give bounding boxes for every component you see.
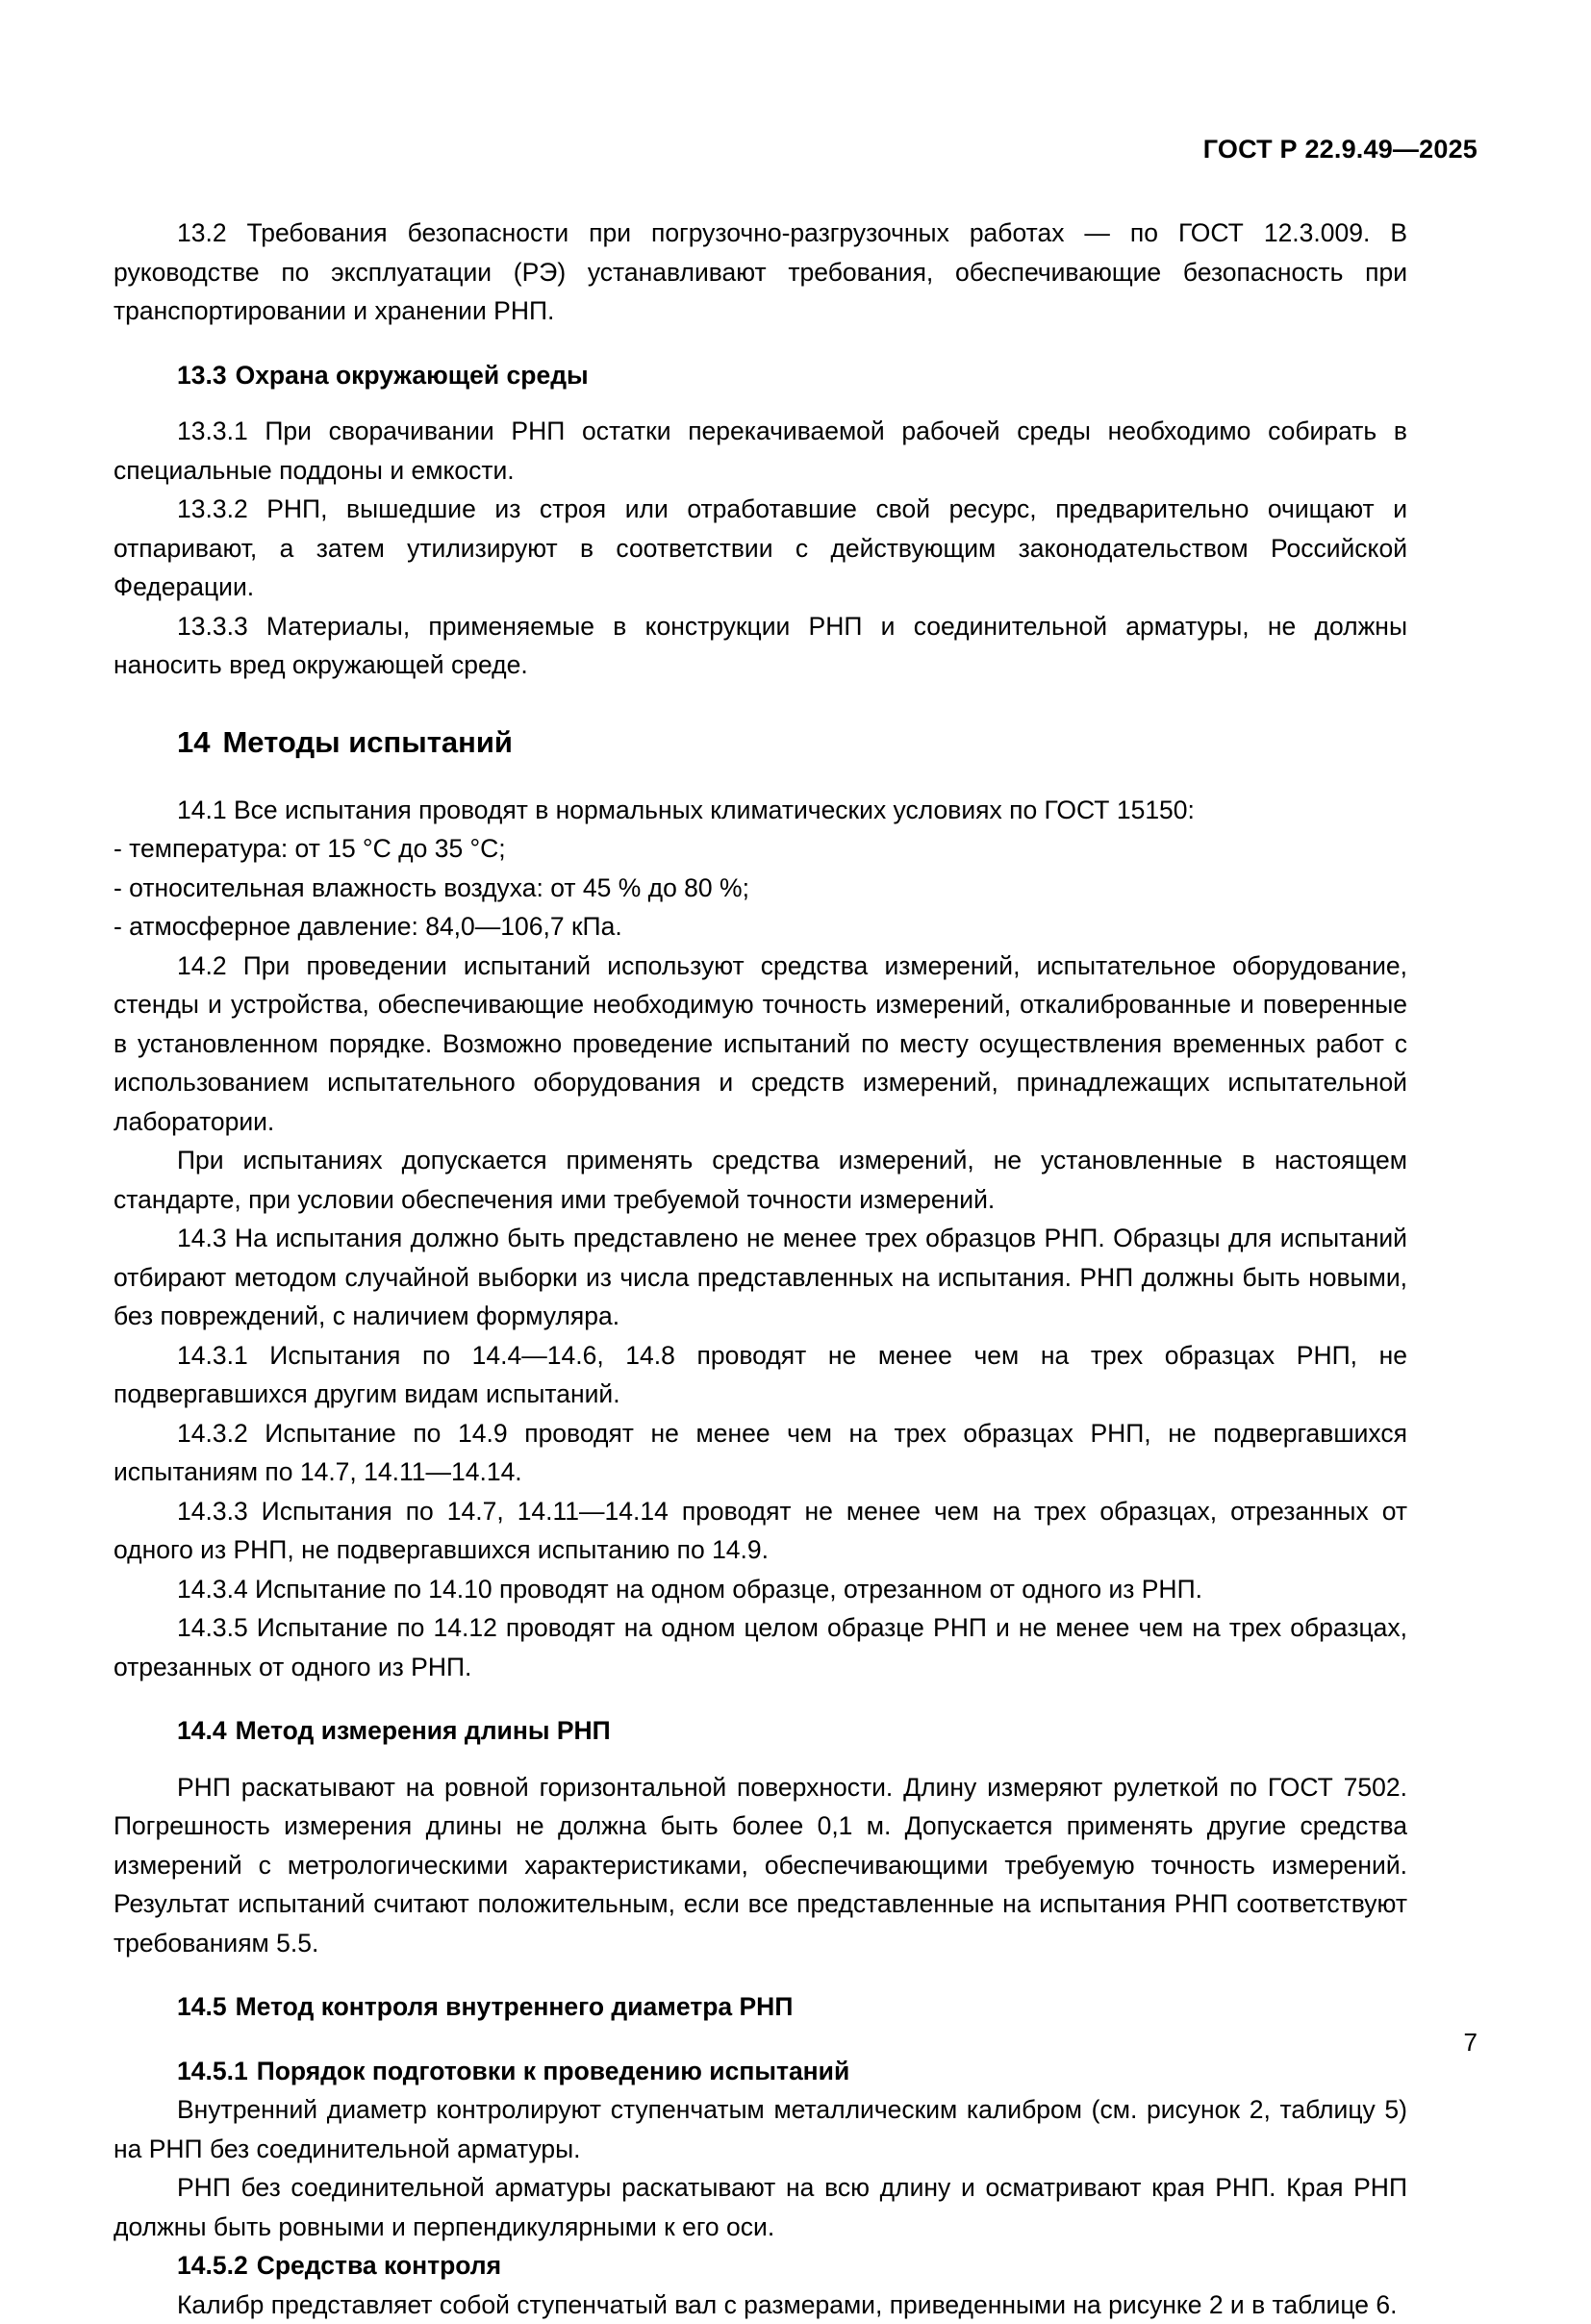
heading-13-3-number: 13.3 xyxy=(177,361,227,390)
paragraph-14-5-2: Калибр представляет собой ступенчатый вал с размерами, приведенными на рисунке 2 и в таблице 6. xyxy=(114,2286,1407,2324)
heading-14-5-2-number: 14.5.2 xyxy=(177,2251,248,2280)
page-number: 7 xyxy=(114,2030,1477,2055)
spacer xyxy=(114,1962,1407,1987)
heading-section-14 xyxy=(114,723,1407,762)
heading-14-5 xyxy=(114,1987,1407,2027)
list-item-temperature: - температура: от 15 °C до 35 °C; xyxy=(114,829,1407,869)
heading-14-4-title: Метод измерения длины РНП xyxy=(236,1716,611,1745)
list-item-pressure: - атмосферное давление: 84,0—106,7 кПа. xyxy=(114,907,1407,947)
heading-14-5-1 xyxy=(114,2052,1407,2091)
heading-14-5-2 xyxy=(114,2246,1407,2286)
paragraph-14-3: 14.3 На испытания должно быть представлено не менее трех образцов РНП. Образцы для испытаний отбирают методом случайной выборки из числа представленных на испытания. РНП должны быть новыми, без повреждений, с наличием формуляра. xyxy=(114,1219,1407,1336)
heading-14-5-2-title: Средства контроля xyxy=(257,2251,501,2280)
spacer xyxy=(114,331,1407,356)
document-body xyxy=(114,214,1407,2324)
paragraph-14-1: 14.1 Все испытания проводят в нормальных климатических условиях по ГОСТ 15150: xyxy=(114,791,1407,830)
list-item-humidity: - относительная влажность воздуха: от 45 % до 80 %; xyxy=(114,869,1407,908)
heading-14-5-title: Метод контроля внутреннего диаметра РНП xyxy=(236,1992,794,2021)
paragraph-14-3-5: 14.3.5 Испытание по 14.12 проводят на одном целом образце РНП и не менее чем на трех образцах, отрезанных от одного из РНП. xyxy=(114,1608,1407,1686)
paragraph-13-3-1: 13.3.1 При сворачивании РНП остатки перекачиваемой рабочей среды необходимо собирать в специальные поддоны и емкости. xyxy=(114,412,1407,490)
spacer xyxy=(114,394,1407,412)
paragraph-14-3-2: 14.3.2 Испытание по 14.9 проводят не менее чем на трех образцах РНП, не подвергавшихся испытаниям по 14.7, 14.11—14.14. xyxy=(114,1414,1407,1492)
paragraph-13-3-2: 13.3.2 РНП, вышедшие из строя или отработавшие свой ресурс, предварительно очищают и отпаривают, а затем утилизируют в соответствии с действующим законодательством Российской Федерации. xyxy=(114,490,1407,607)
heading-14-5-1-title: Порядок подготовки к проведению испытаний xyxy=(257,2057,850,2085)
heading-section-14-title: Методы испытаний xyxy=(222,725,512,759)
heading-14-5-number: 14.5 xyxy=(177,1992,227,2021)
paragraph-14-2-note: При испытаниях допускается применять средства измерений, не установленные в настоящем стандарте, при условии обеспечения ими требуемой точности измерений. xyxy=(114,1141,1407,1219)
paragraph-14-5-1-b: РНП без соединительной арматуры раскатывают на всю длину и осматривают края РНП. Края РНП должны быть ровными и перпендикулярными к его оси. xyxy=(114,2168,1407,2246)
paragraph-13-3-3: 13.3.3 Материалы, применяемые в конструкции РНП и соединительной арматуры, не должны наносить вред окружающей среде. xyxy=(114,607,1407,685)
page-header-standard-number: ГОСТ Р 22.9.49—2025 xyxy=(114,137,1477,163)
paragraph-14-3-1: 14.3.1 Испытания по 14.4—14.6, 14.8 проводят не менее чем на трех образцах РНП, не подвергавшихся другим видам испытаний. xyxy=(114,1336,1407,1414)
paragraph-14-5-1-a: Внутренний диаметр контролируют ступенчатым металлическим калибром (см. рисунок 2, таблицу 5) на РНП без соединительной арматуры. xyxy=(114,2090,1407,2168)
heading-14-4-number: 14.4 xyxy=(177,1716,227,1745)
paragraph-14-3-3: 14.3.3 Испытания по 14.7, 14.11—14.14 проводят не менее чем на трех образцах, отрезанных от одного из РНП, не подвергавшихся испытанию по 14.9. xyxy=(114,1492,1407,1570)
paragraph-14-2: 14.2 При проведении испытаний используют средства измерений, испытательное оборудование, стенды и устройства, обеспечивающие необходимую точность измерений, откалиброванные и поверенные в установленном порядке. Возможно проведение испытаний по месту осуществления временных работ с использованием испытательного оборудования и средств измерений, принадлежащих испытательной лаборатории. xyxy=(114,947,1407,1142)
heading-section-14-number: 14 xyxy=(177,725,210,759)
heading-14-5-1-number: 14.5.1 xyxy=(177,2057,248,2085)
heading-13-3-title: Охрана окружающей среды xyxy=(236,361,589,390)
paragraph-13-2: 13.2 Требования безопасности при погрузочно-разгрузочных работах — по ГОСТ 12.3.009. В руководстве по эксплуатации (РЭ) устанавливают требования, обеспечивающие безопасность при транспортировании и хранении РНП. xyxy=(114,214,1407,331)
heading-13-3 xyxy=(114,356,1407,395)
spacer xyxy=(114,1751,1407,1768)
heading-14-4 xyxy=(114,1711,1407,1751)
spacer xyxy=(114,1686,1407,1711)
paragraph-14-4: РНП раскатывают на ровной горизонтальной поверхности. Длину измеряют рулеткой по ГОСТ 7502. Погрешность измерения длины не должна быть более 0,1 м. Допускается применять другие средства измерений с метрологическими характеристиками, обеспечивающими требуемую точность измерений. Результат испытаний считают положительным, если все представленные на испытания РНП соответствуют требованиям 5.5. xyxy=(114,1768,1407,1963)
paragraph-14-3-4: 14.3.4 Испытание по 14.10 проводят на одном образце, отрезанном от одного из РНП. xyxy=(114,1570,1407,1609)
